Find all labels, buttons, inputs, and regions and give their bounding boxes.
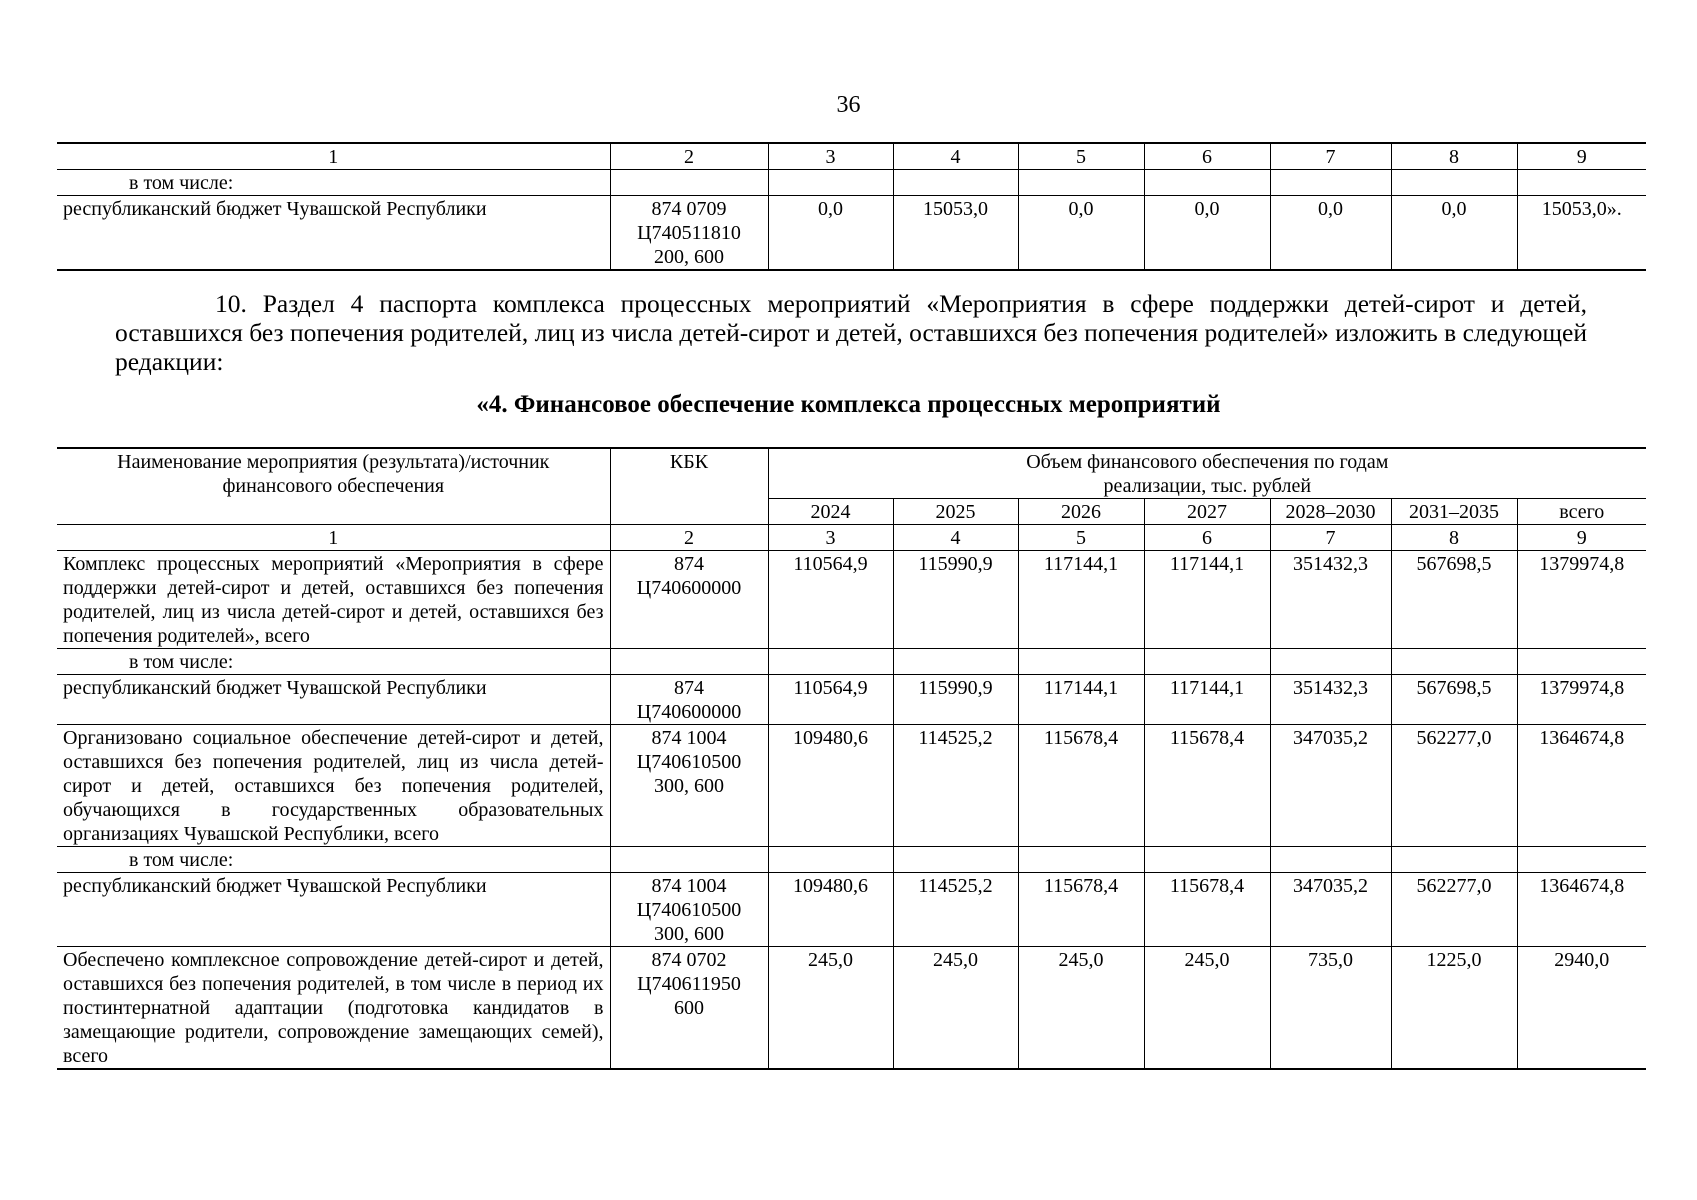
col-number: 1 bbox=[57, 143, 610, 170]
value-cell: 15053,0». bbox=[1517, 196, 1646, 271]
col-number: 6 bbox=[1144, 143, 1270, 170]
value-cell: 110564,9 bbox=[768, 675, 893, 725]
kbk-cell bbox=[610, 551, 768, 649]
value-cell: 567698,5 bbox=[1391, 551, 1517, 649]
table-row bbox=[57, 725, 1646, 847]
kbk-cell bbox=[610, 675, 768, 725]
subheader-row bbox=[57, 847, 1646, 873]
continuation-table bbox=[57, 142, 1646, 271]
value-cell: 117144,1 bbox=[1144, 551, 1270, 649]
table-row bbox=[57, 551, 1646, 649]
kbk-line: 874 bbox=[674, 677, 704, 699]
financing-table bbox=[57, 447, 1646, 1070]
kbk-line: 200, 600 bbox=[654, 246, 724, 268]
header-volume bbox=[768, 448, 1646, 499]
kbk-line: Ц740610500 bbox=[636, 751, 742, 773]
value-cell: 1364674,8 bbox=[1517, 725, 1646, 847]
table-row bbox=[57, 675, 1646, 725]
including-label: в том числе: bbox=[57, 649, 610, 675]
value-cell: 245,0 bbox=[768, 947, 893, 1070]
col-number: 4 bbox=[893, 525, 1018, 551]
column-number-row bbox=[57, 525, 1646, 551]
amendment-paragraph: 10. Раздел 4 паспорта комплекса процессных мероприятий «Мероприятия в сфере поддержки детей-сирот и детей, оставшихся без попечения родителей, лиц из числа детей-сирот и детей, оставшихся без попечения родителей» изложить в следующей редакции: bbox=[115, 289, 1587, 376]
value-cell: 245,0 bbox=[893, 947, 1018, 1070]
value-cell: 0,0 bbox=[1018, 196, 1144, 271]
value-cell: 245,0 bbox=[1144, 947, 1270, 1070]
col-number: 3 bbox=[768, 143, 893, 170]
year-header: 2026 bbox=[1018, 499, 1144, 525]
value-cell: 117144,1 bbox=[1018, 675, 1144, 725]
value-cell: 0,0 bbox=[1391, 196, 1517, 271]
kbk-cell bbox=[610, 947, 768, 1070]
kbk-line: Ц740600000 bbox=[636, 577, 742, 599]
year-header: 2031–2035 bbox=[1391, 499, 1517, 525]
year-header: 2028–2030 bbox=[1270, 499, 1391, 525]
subheader-row bbox=[57, 170, 1646, 196]
col-number: 9 bbox=[1517, 143, 1646, 170]
row-name: республиканский бюджет Чувашской Республики bbox=[57, 675, 610, 725]
value-cell: 562277,0 bbox=[1391, 725, 1517, 847]
value-cell: 115678,4 bbox=[1018, 725, 1144, 847]
value-cell: 245,0 bbox=[1018, 947, 1144, 1070]
value-cell: 109480,6 bbox=[768, 725, 893, 847]
subheader-row bbox=[57, 649, 1646, 675]
value-cell: 117144,1 bbox=[1018, 551, 1144, 649]
value-cell: 1379974,8 bbox=[1517, 675, 1646, 725]
table-row bbox=[57, 196, 1646, 271]
header-kbk: КБК bbox=[610, 448, 768, 525]
value-cell: 115678,4 bbox=[1144, 873, 1270, 947]
row-name: республиканский бюджет Чувашской Республики bbox=[57, 196, 610, 271]
col-number: 9 bbox=[1517, 525, 1646, 551]
col-number: 3 bbox=[768, 525, 893, 551]
column-number-row bbox=[57, 143, 1646, 170]
col-number: 6 bbox=[1144, 525, 1270, 551]
col-number: 7 bbox=[1270, 143, 1391, 170]
page-number: 36 bbox=[836, 92, 861, 118]
kbk-line: 300, 600 bbox=[654, 775, 724, 797]
value-cell: 347035,2 bbox=[1270, 725, 1391, 847]
value-cell: 115990,9 bbox=[893, 675, 1018, 725]
value-cell: 0,0 bbox=[1270, 196, 1391, 271]
value-cell: 351432,3 bbox=[1270, 551, 1391, 649]
col-number: 5 bbox=[1018, 525, 1144, 551]
value-cell: 347035,2 bbox=[1270, 873, 1391, 947]
including-label: в том числе: bbox=[57, 847, 610, 873]
value-cell: 109480,6 bbox=[768, 873, 893, 947]
value-cell: 1364674,8 bbox=[1517, 873, 1646, 947]
value-cell: 2940,0 bbox=[1517, 947, 1646, 1070]
value-cell: 114525,2 bbox=[893, 873, 1018, 947]
year-header: 2027 bbox=[1144, 499, 1270, 525]
row-name: Организовано социальное обеспечение детей-сирот и детей, оставшихся без попечения родителей, лиц из числа детей-сирот и детей, оставшихся без попечения родителей, обучающихся в государственных образовательных организациях Чувашской Республики, всего bbox=[57, 725, 610, 847]
year-header: 2024 bbox=[768, 499, 893, 525]
table-row bbox=[57, 947, 1646, 1070]
row-name: республиканский бюджет Чувашской Республики bbox=[57, 873, 610, 947]
value-cell: 351432,3 bbox=[1270, 675, 1391, 725]
kbk-cell bbox=[610, 725, 768, 847]
value-cell: 0,0 bbox=[1144, 196, 1270, 271]
col-number: 2 bbox=[610, 143, 768, 170]
year-header: всего bbox=[1517, 499, 1646, 525]
value-cell: 15053,0 bbox=[893, 196, 1018, 271]
row-name: Обеспечено комплексное сопровождение детей-сирот и детей, оставшихся без попечения родителей, в том числе в период их постинтернатной адаптации (подготовка кандидатов в замещающие родители, сопровождение замещающих семей), всего bbox=[57, 947, 610, 1070]
col-number: 1 bbox=[57, 525, 610, 551]
table-row bbox=[57, 873, 1646, 947]
col-number: 2 bbox=[610, 525, 768, 551]
value-cell: 562277,0 bbox=[1391, 873, 1517, 947]
value-cell: 1225,0 bbox=[1391, 947, 1517, 1070]
col-number: 8 bbox=[1391, 143, 1517, 170]
kbk-cell bbox=[610, 873, 768, 947]
kbk-line: 300, 600 bbox=[654, 923, 724, 945]
col-number: 8 bbox=[1391, 525, 1517, 551]
col-number: 5 bbox=[1018, 143, 1144, 170]
kbk-line: 874 bbox=[674, 553, 704, 575]
year-header: 2025 bbox=[893, 499, 1018, 525]
section-title: «4. Финансовое обеспечение комплекса процессных мероприятий bbox=[476, 391, 1221, 418]
header-name: Наименование мероприятия (результата)/источник финансового обеспечения bbox=[57, 448, 610, 525]
kbk-line: 600 bbox=[674, 997, 704, 1019]
kbk-line: 874 0702 bbox=[651, 949, 727, 971]
kbk-line: Ц740511810 bbox=[637, 222, 741, 244]
header-row bbox=[57, 448, 1646, 499]
kbk-line: Ц740600000 bbox=[636, 701, 742, 723]
value-cell: 110564,9 bbox=[768, 551, 893, 649]
kbk-line: 874 1004 bbox=[651, 875, 727, 897]
value-cell: 0,0 bbox=[768, 196, 893, 271]
value-cell: 567698,5 bbox=[1391, 675, 1517, 725]
row-name: Комплекс процессных мероприятий «Мероприятия в сфере поддержки детей-сирот и детей, оставшихся без попечения родителей, лиц из числа детей-сирот и детей, оставшихся без попечения родителей», всего bbox=[57, 551, 610, 649]
kbk-line: Ц740610500 bbox=[636, 899, 742, 921]
kbk-line: 874 0709 bbox=[651, 198, 727, 220]
value-cell: 735,0 bbox=[1270, 947, 1391, 1070]
value-cell: 1379974,8 bbox=[1517, 551, 1646, 649]
including-label: в том числе: bbox=[57, 170, 610, 196]
header-volume-line: реализации, тыс. рублей bbox=[1103, 475, 1312, 497]
col-number: 7 bbox=[1270, 525, 1391, 551]
value-cell: 114525,2 bbox=[893, 725, 1018, 847]
value-cell: 115678,4 bbox=[1144, 725, 1270, 847]
col-number: 4 bbox=[893, 143, 1018, 170]
value-cell: 115990,9 bbox=[893, 551, 1018, 649]
kbk-cell bbox=[610, 196, 768, 271]
header-volume-line: Объем финансового обеспечения по годам bbox=[1026, 451, 1389, 473]
value-cell: 115678,4 bbox=[1018, 873, 1144, 947]
kbk-line: 874 1004 bbox=[651, 727, 727, 749]
value-cell: 117144,1 bbox=[1144, 675, 1270, 725]
kbk-line: Ц740611950 bbox=[637, 973, 741, 995]
